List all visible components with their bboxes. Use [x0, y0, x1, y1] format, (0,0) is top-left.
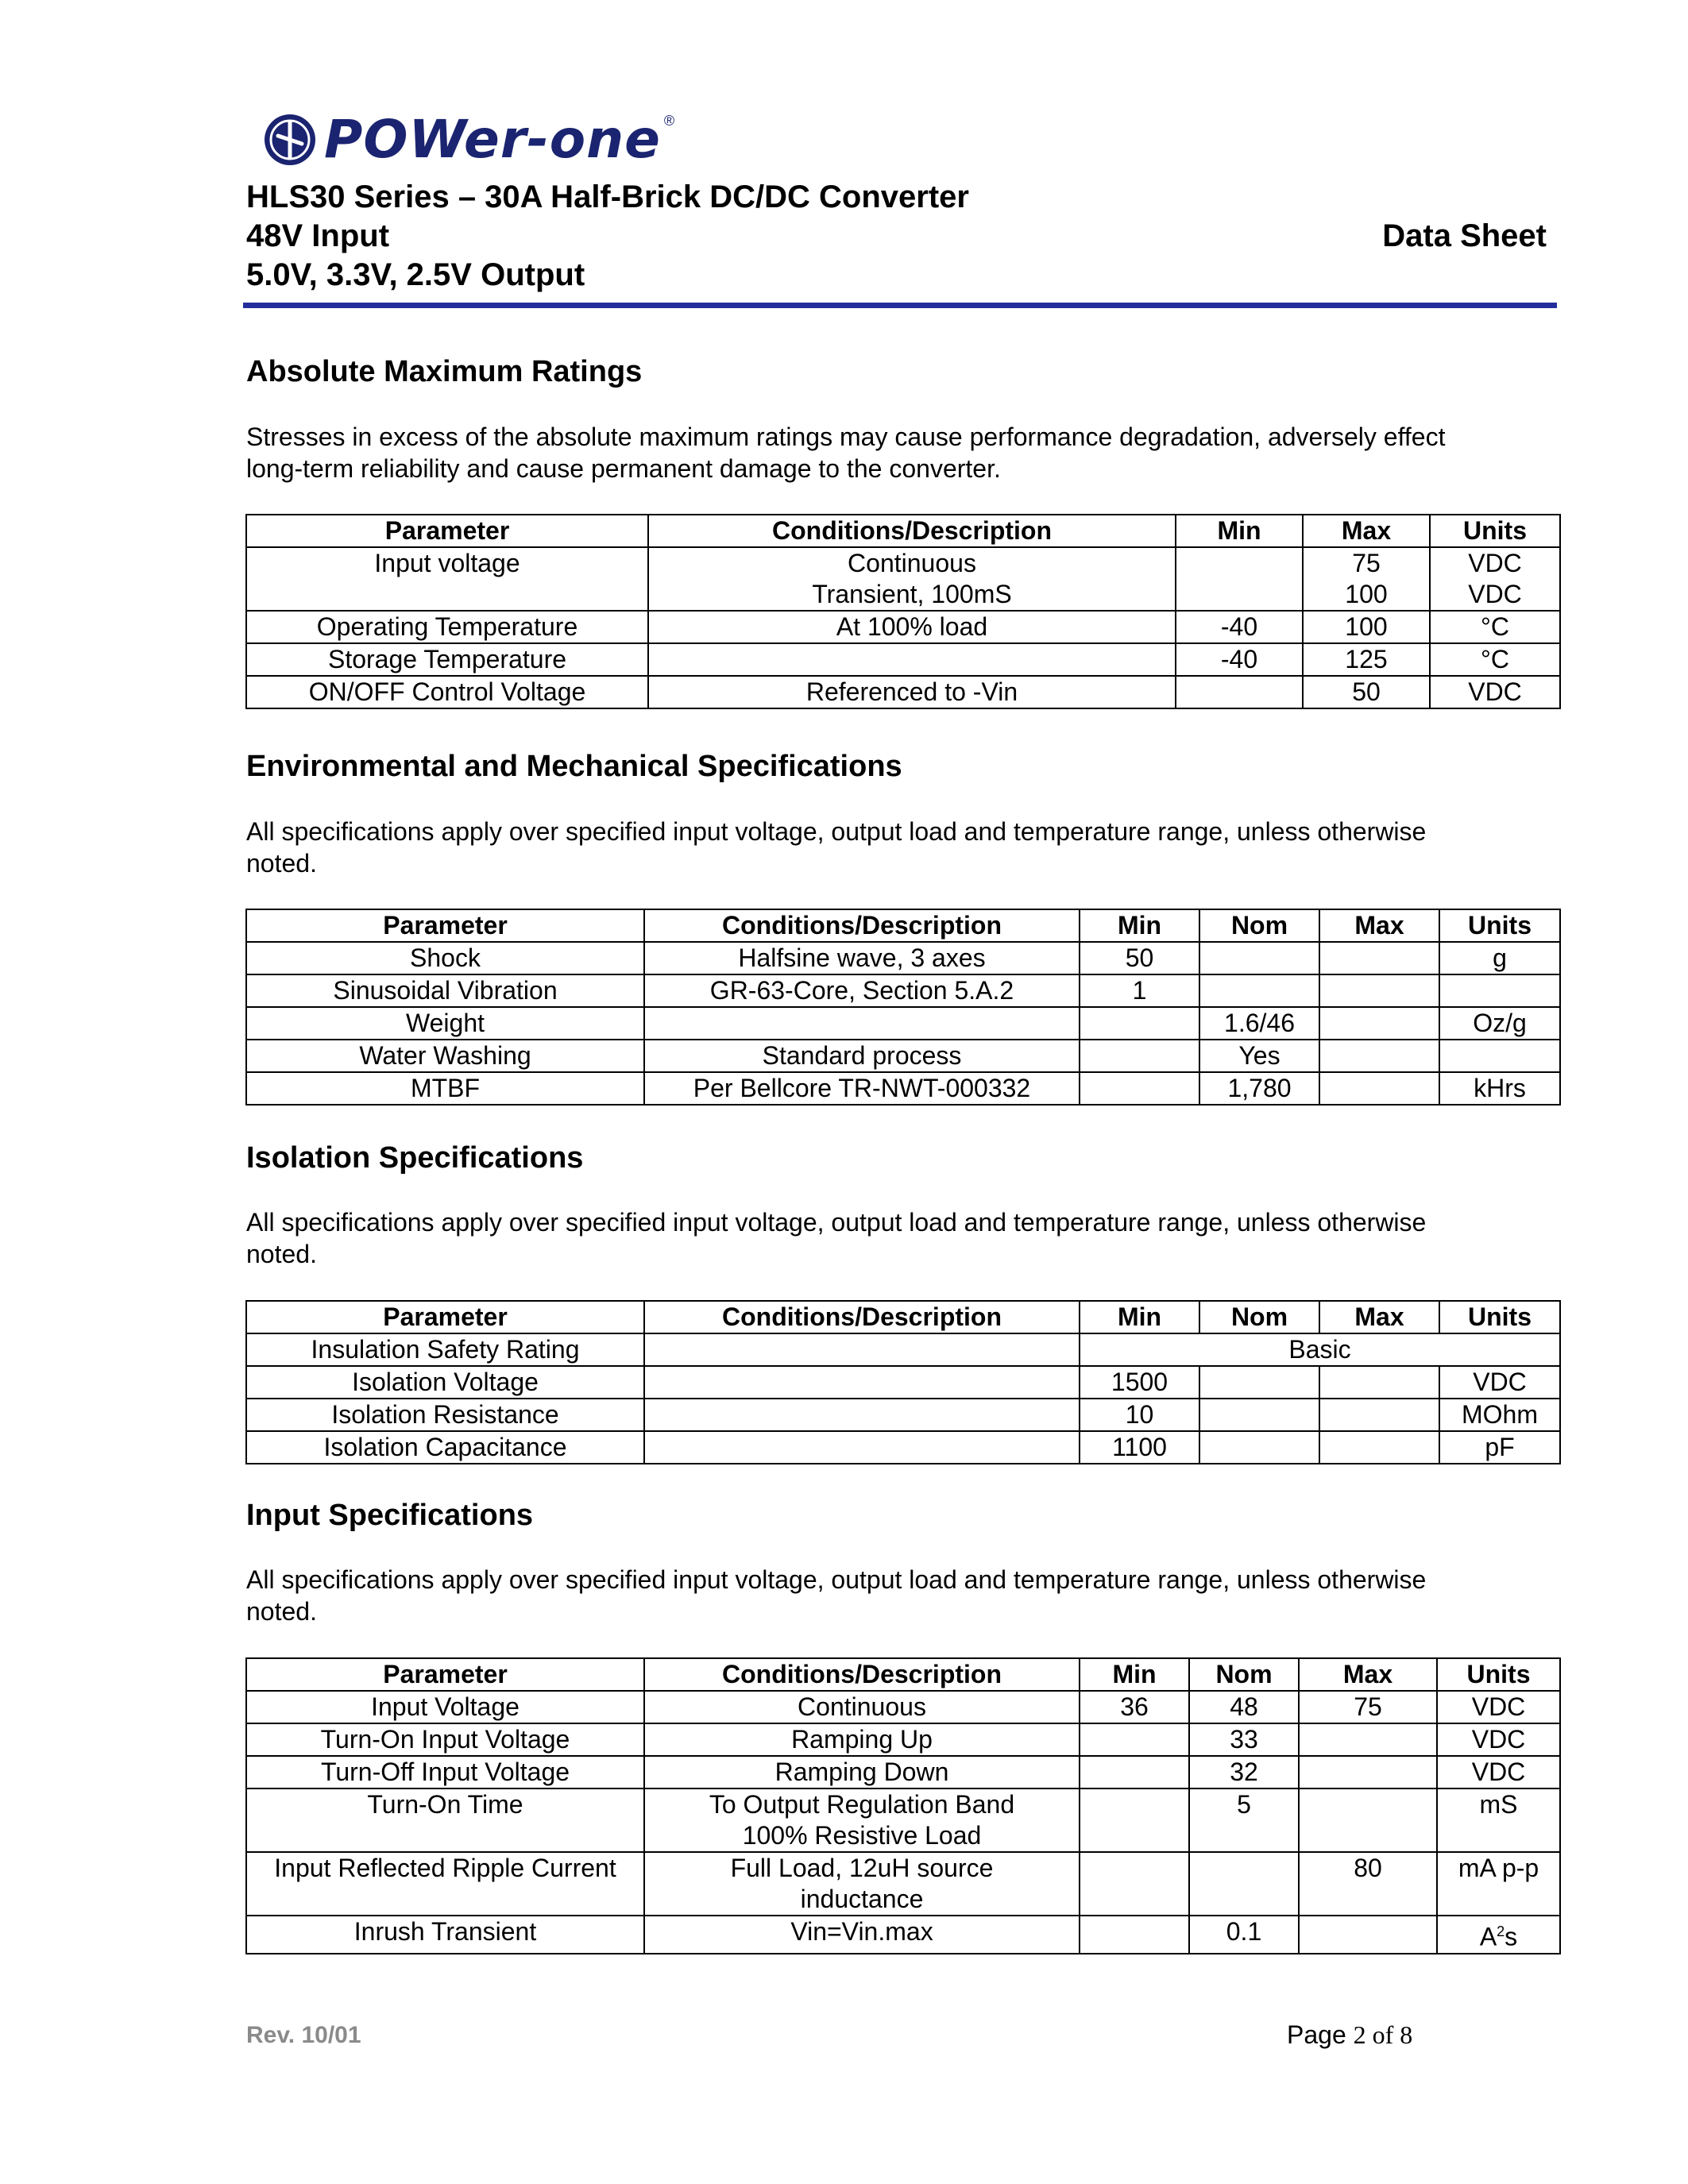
cell-parameter: Operating Temperature: [246, 611, 648, 643]
table-row: [246, 1072, 1560, 1105]
table-row: [246, 1916, 1560, 1954]
cell-max: [1299, 1723, 1437, 1756]
cell-nom: Yes: [1199, 1040, 1319, 1072]
cell-max: [1319, 974, 1439, 1007]
cell-units: VDC: [1437, 1723, 1560, 1756]
column-header: Parameter: [246, 1658, 644, 1691]
table-header-row: [246, 1658, 1560, 1691]
table-header-row: [246, 1301, 1560, 1333]
cell-max: 125: [1303, 643, 1430, 676]
cell-nom: 32: [1189, 1756, 1299, 1788]
cell-units: g: [1439, 942, 1560, 974]
table-header-row: [246, 515, 1560, 547]
table-row: [246, 1040, 1560, 1072]
table-row: [246, 1333, 1560, 1366]
cell-units: pF: [1439, 1431, 1560, 1464]
cell-line: VDC: [1468, 580, 1522, 608]
cell-units: [1439, 1040, 1560, 1072]
cell-parameter: Turn-On Time: [246, 1788, 644, 1852]
iso-desc: [246, 1206, 1560, 1270]
cell-max: [1303, 547, 1430, 611]
doc-subtitle-output: 5.0V, 3.3V, 2.5V Output: [246, 257, 585, 292]
cell-max: [1299, 1756, 1437, 1788]
cell-units: °C: [1430, 611, 1560, 643]
cell-conditions: [648, 643, 1176, 676]
registered-mark-icon: ®: [663, 113, 675, 129]
cell-nom: 33: [1189, 1723, 1299, 1756]
cell-parameter: Weight: [246, 1007, 644, 1040]
cell-line: 100: [1345, 580, 1388, 608]
input-table: [245, 1657, 1561, 1954]
cell-parameter: Storage Temperature: [246, 643, 648, 676]
cell-units: MOhm: [1439, 1399, 1560, 1431]
cell-rating-value: Basic: [1080, 1333, 1560, 1366]
cell-max: [1319, 1431, 1439, 1464]
page-number: [1287, 2020, 1412, 2050]
page-count: 2 of 8: [1353, 2020, 1413, 2049]
cell-line: 75: [1352, 549, 1381, 577]
env-section: [246, 749, 1560, 784]
cell-parameter: Turn-On Input Voltage: [246, 1723, 644, 1756]
table-row: [246, 1691, 1560, 1723]
cell-line: inductance: [800, 1885, 924, 1913]
table-row: [246, 1366, 1560, 1399]
cell-units: Oz/g: [1439, 1007, 1560, 1040]
cell-min: [1080, 1723, 1189, 1756]
cell-max: [1299, 1916, 1437, 1954]
cell-units: mS: [1437, 1788, 1560, 1852]
section-title: Input Specifications: [246, 1499, 534, 1532]
desc-line: All specifications apply over specified input voltage, output load and temperature range, unless otherwise: [246, 817, 1427, 846]
cell-parameter: Turn-Off Input Voltage: [246, 1756, 644, 1788]
cell-conditions: [644, 1007, 1080, 1040]
cell-parameter: Shock: [246, 942, 644, 974]
cell-conditions: Vin=Vin.max: [644, 1916, 1080, 1954]
column-header: Min: [1176, 515, 1303, 547]
cell-parameter: MTBF: [246, 1072, 644, 1105]
cell-min: 10: [1080, 1399, 1199, 1431]
cell-nom: [1199, 1431, 1319, 1464]
cell-min: 36: [1080, 1691, 1189, 1723]
desc-line: long-term reliability and cause permanent damage to the converter.: [246, 454, 1001, 483]
column-header: Max: [1319, 909, 1439, 942]
cell-conditions: At 100% load: [648, 611, 1176, 643]
cell-conditions: [644, 1399, 1080, 1431]
cell-min: 1100: [1080, 1431, 1199, 1464]
cell-min: [1080, 1040, 1199, 1072]
cell-nom: 1.6/46: [1199, 1007, 1319, 1040]
cell-conditions: [644, 1366, 1080, 1399]
table-row: [246, 1723, 1560, 1756]
cell-min: -40: [1176, 611, 1303, 643]
cell-line: VDC: [1468, 549, 1522, 577]
cell-nom: [1199, 974, 1319, 1007]
column-header: Units: [1439, 909, 1560, 942]
cell-max: 100: [1303, 611, 1430, 643]
cell-units: VDC: [1437, 1756, 1560, 1788]
cell-max: [1319, 1007, 1439, 1040]
cell-units: VDC: [1439, 1366, 1560, 1399]
cell-conditions: GR-63-Core, Section 5.A.2: [644, 974, 1080, 1007]
cell-line: Continuous: [848, 549, 976, 577]
cell-max: [1319, 1040, 1439, 1072]
section-title: Isolation Specifications: [246, 1141, 584, 1175]
cell-min: 50: [1080, 942, 1199, 974]
unit-base: A: [1479, 1922, 1497, 1951]
table-row: [246, 643, 1560, 676]
cell-parameter: Input Reflected Ripple Current: [246, 1852, 644, 1916]
desc-line: All specifications apply over specified input voltage, output load and temperature range, unless otherwise: [246, 1565, 1427, 1594]
cell-max: [1319, 942, 1439, 974]
cell-units: °C: [1430, 643, 1560, 676]
env-desc: [246, 816, 1560, 879]
header-divider: [243, 303, 1557, 308]
iso-section: [246, 1140, 1560, 1175]
brand-logo: [262, 110, 674, 170]
cell-min: [1080, 1756, 1189, 1788]
table-row: [246, 1756, 1560, 1788]
input-desc: [246, 1564, 1560, 1627]
cell-nom: [1199, 942, 1319, 974]
cell-min: [1080, 1852, 1189, 1916]
cell-min: [1080, 1788, 1189, 1852]
column-header: Min: [1080, 1658, 1189, 1691]
column-header: Units: [1437, 1658, 1560, 1691]
desc-line: All specifications apply over specified input voltage, output load and temperature range, unless otherwise: [246, 1208, 1427, 1237]
cell-conditions: Standard process: [644, 1040, 1080, 1072]
cell-conditions: [644, 1788, 1080, 1852]
column-header: Conditions/Description: [644, 909, 1080, 942]
cell-conditions: [648, 547, 1176, 611]
cell-conditions: Ramping Up: [644, 1723, 1080, 1756]
cell-nom: [1189, 1852, 1299, 1916]
cell-max: 80: [1299, 1852, 1437, 1916]
cell-max: [1319, 1366, 1439, 1399]
cell-units: [1430, 547, 1560, 611]
cell-units: VDC: [1437, 1691, 1560, 1723]
input-section: [246, 1498, 1560, 1533]
cell-conditions: Halfsine wave, 3 axes: [644, 942, 1080, 974]
cell-parameter: Isolation Voltage: [246, 1366, 644, 1399]
column-header: Parameter: [246, 1301, 644, 1333]
section-title: Environmental and Mechanical Specifications: [246, 750, 902, 783]
cell-min: 1500: [1080, 1366, 1199, 1399]
cell-min: [1080, 1007, 1199, 1040]
cell-conditions: Per Bellcore TR-NWT-000332: [644, 1072, 1080, 1105]
table-header-row: [246, 909, 1560, 942]
cell-conditions: Referenced to -Vin: [648, 676, 1176, 708]
cell-parameter: Water Washing: [246, 1040, 644, 1072]
cell-conditions: [644, 1431, 1080, 1464]
unit-tail: s: [1505, 1922, 1518, 1951]
cell-min: 1: [1080, 974, 1199, 1007]
cell-parameter: Input voltage: [246, 547, 648, 611]
column-header: Conditions/Description: [644, 1301, 1080, 1333]
cell-parameter: Input Voltage: [246, 1691, 644, 1723]
cell-parameter: Isolation Resistance: [246, 1399, 644, 1431]
cell-max: 75: [1299, 1691, 1437, 1723]
cell-line: Full Load, 12uH source: [730, 1854, 994, 1882]
column-header: Conditions/Description: [644, 1658, 1080, 1691]
column-header: Parameter: [246, 909, 644, 942]
column-header: Conditions/Description: [648, 515, 1176, 547]
cell-min: [1080, 1072, 1199, 1105]
iso-table: [245, 1300, 1561, 1464]
cell-units: kHrs: [1439, 1072, 1560, 1105]
doc-title: HLS30 Series – 30A Half-Brick DC/DC Converter: [246, 179, 969, 214]
cell-min: -40: [1176, 643, 1303, 676]
column-header: Parameter: [246, 515, 648, 547]
doc-type: Data Sheet: [1382, 218, 1547, 253]
cell-conditions: Continuous: [644, 1691, 1080, 1723]
desc-line: noted.: [246, 849, 317, 878]
cell-nom: 0.1: [1189, 1916, 1299, 1954]
unit-exponent: 2: [1497, 1924, 1505, 1939]
table-row: [246, 676, 1560, 708]
cell-nom: [1199, 1366, 1319, 1399]
page-word: Page: [1287, 2020, 1346, 2049]
table-row: [246, 1431, 1560, 1464]
column-header: Nom: [1189, 1658, 1299, 1691]
cell-parameter: Insulation Safety Rating: [246, 1333, 644, 1366]
table-row: [246, 1788, 1560, 1852]
abs-max-table: [245, 514, 1561, 709]
table-row: [246, 611, 1560, 643]
cell-conditions: Ramping Down: [644, 1756, 1080, 1788]
env-table: [245, 909, 1561, 1106]
column-header: Nom: [1199, 909, 1319, 942]
cell-units: [1439, 974, 1560, 1007]
desc-line: noted.: [246, 1597, 317, 1626]
cell-nom: [1199, 1399, 1319, 1431]
brand-name: POWer-one: [324, 109, 661, 170]
cell-min: [1080, 1916, 1189, 1954]
cell-parameter: Sinusoidal Vibration: [246, 974, 644, 1007]
cell-line: To Output Regulation Band: [709, 1790, 1015, 1819]
doc-subtitle-input: 48V Input: [246, 218, 390, 253]
cell-units: VDC: [1430, 676, 1560, 708]
desc-line: noted.: [246, 1240, 317, 1268]
cell-max: 50: [1303, 676, 1430, 708]
cell-parameter: ON/OFF Control Voltage: [246, 676, 648, 708]
power-one-logo-icon: [262, 112, 318, 168]
table-row: [246, 1852, 1560, 1916]
abs-max-desc: [246, 421, 1560, 484]
cell-conditions: [644, 1852, 1080, 1916]
table-row: [246, 547, 1560, 611]
cell-line: 100% Resistive Load: [742, 1821, 982, 1850]
desc-line: Stresses in excess of the absolute maximum ratings may cause performance degradation, adversely effect: [246, 423, 1446, 451]
cell-min: [1176, 676, 1303, 708]
cell-conditions: [644, 1333, 1080, 1366]
section-title: Absolute Maximum Ratings: [246, 355, 643, 388]
column-header: Min: [1080, 909, 1199, 942]
cell-units: [1437, 1916, 1560, 1954]
column-header: Units: [1430, 515, 1560, 547]
cell-max: [1319, 1399, 1439, 1431]
column-header: Min: [1080, 1301, 1199, 1333]
table-row: [246, 1399, 1560, 1431]
table-row: [246, 1007, 1560, 1040]
column-header: Units: [1439, 1301, 1560, 1333]
table-row: [246, 942, 1560, 974]
column-header: Max: [1303, 515, 1430, 547]
cell-max: [1319, 1072, 1439, 1105]
cell-parameter: Inrush Transient: [246, 1916, 644, 1954]
column-header: Max: [1319, 1301, 1439, 1333]
column-header: Max: [1299, 1658, 1437, 1691]
cell-max: [1299, 1788, 1437, 1852]
table-row: [246, 974, 1560, 1007]
cell-line: Transient, 100mS: [812, 580, 1012, 608]
cell-nom: 5: [1189, 1788, 1299, 1852]
cell-parameter: Isolation Capacitance: [246, 1431, 644, 1464]
abs-max-section: [246, 354, 1560, 389]
revision-label: Rev. 10/01: [246, 2022, 361, 2048]
column-header: Nom: [1199, 1301, 1319, 1333]
cell-nom: 1,780: [1199, 1072, 1319, 1105]
cell-min: [1176, 547, 1303, 611]
cell-units: mA p-p: [1437, 1852, 1560, 1916]
cell-nom: 48: [1189, 1691, 1299, 1723]
